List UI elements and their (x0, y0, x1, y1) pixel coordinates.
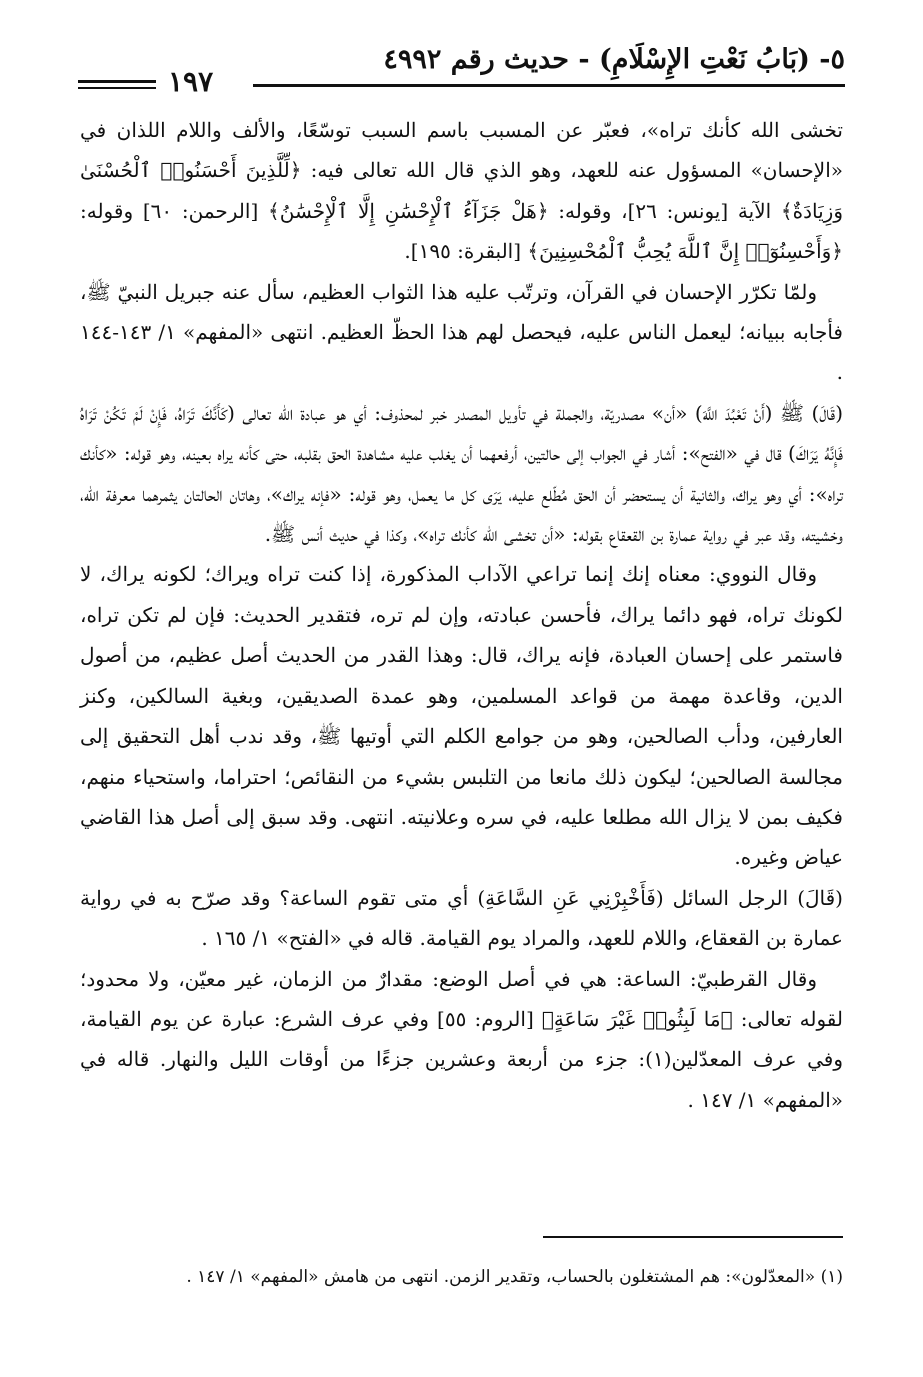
paragraph: ولمّا تكرّر الإحسان في القرآن، وترتّب عليه هذا الثواب العظيم، سأل عنه جبريل النبيّ ﷺ، فأجابه ببيانه؛ ليعمل الناس عليه، فيحصل لهم هذا الحظّ العظيم. انتهى «المفهم» ١/ ١٤٣-١٤٤ . (80, 279, 843, 385)
chapter-title: ٥- (بَابُ نَعْتِ الإِسْلَامِ) - حديث رقم ٤٩٩٢ (383, 44, 845, 75)
footnote: (١) «المعدّلون»: هم المشتغلون بالحساب، وتقدير الزمن. انتهى من هامش «المفهم» ١/ ١٤٧ . (186, 1267, 843, 1287)
header-rule-double-top (78, 80, 156, 83)
main-text (80, 110, 843, 1120)
footnote-separator (543, 1236, 843, 1238)
page-header (78, 40, 845, 98)
header-rule-double-bottom (78, 87, 156, 89)
paragraph: وقال القرطبيّ: الساعة: هي في أصل الوضع: مقدارٌ من الزمان، غير معيّن، ولا محدود؛ لقوله تعالى: ﴿مَا لَبِثُوا۟ غَيْرَ سَاعَةٍ﴾ [الروم: ٥٥] وفي عرف الشرع: عبارة عن يوم القيامة، وفي عرف المعدّلين(١): جزء من أربعة وعشرين جزءًا من أوقات الليل والنهار. قاله في «المفهم» ١/ ١٤٧ . (80, 966, 843, 1112)
paragraph: (قَالَ) ﷺ (أَنْ تَعْبُدَ اللَّهَ) «أن» مصدريّة، والجملة في تأويل المصدر خبر لمحذوف: أي هو عبادة الله تعالى (كَأَنَّكَ تَرَاهُ، فَإِنْ لَمْ تَكُنْ تَرَاهُ فَإِنَّهُ يَرَاكَ) قال في «الفتح»: أشار في الجواب إلى حالتين، أرفعهما أن يغلب عليه مشاهدة الحق بقلبه، حتى كأنه يراه بعينه، وهو قوله: «كأنك تراه»: أي وهو يراك، والثانية أن يستحضر أن الحق مُطّلع عليه، يَرَى كل ما يعمل، وهو قوله: «فإنه يراك»، وهاتان الحالتان يثمرهما معرفة الله، وخشيته، وقد عبر في رواية عمارة بن القعقاع بقوله: «أن تخشى الله كأنك تراه»، وكذا في حديث أنس ﷺ. (80, 400, 843, 547)
page-number: ١٩٧ (168, 65, 214, 98)
paragraph: وقال النووي: معناه إنك إنما تراعي الآداب المذكورة، إذا كنت تراه ويراك؛ لكونه يراك، لا لكونك تراه، فهو دائما يراك، فأحسن عبادته، وإن لم تره، فتقدير الحديث: فإن لم تكن تراه، فاستمر على إحسان العبادة، فإنه يراك، قال: وهذا القدر من الحديث أصل عظيم، من أصول الدين، وقاعدة مهمة من قواعد المسلمين، وهو عمدة الصديقين، وبغية السالكين، وكنز العارفين، ودأب الصالحين، وهو من جوامع الكلم التي أوتيها ﷺ، وقد ندب أهل التحقيق إلى مجالسة الصالحين؛ ليكون ذلك مانعا من التلبس بشيء من النقائص؛ احتراما، واستحياء منهم، فكيف بمن لا يزال الله مطلعا عليه، في سره وعلانيته. انتهى. وقد سبق إلى أصل هذا القاضي عياض وغيره. (80, 562, 843, 870)
paragraph: تخشى الله كأنك تراه»، فعبّر عن المسبب باسم السبب توسّعًا، والألف واللام اللذان في «الإحسان» المسؤول عنه للعهد، وهو الذي قال الله تعالى فيه: ﴿لِّلَّذِينَ أَحْسَنُوا۟ ٱلْحُسْنَىٰ وَزِيَادَةٌ﴾ الآية [يونس: ٢٦]، وقوله: ﴿هَلْ جَزَآءُ ٱلْإِحْسَٰنِ إِلَّا ٱلْإِحْسَٰنُ﴾ [الرحمن: ٦٠] وقوله: ﴿وَأَحْسِنُوٓا۟ إِنَّ ٱللَّهَ يُحِبُّ ٱلْمُحْسِنِينَ﴾ [البقرة: ١٩٥]. (80, 118, 843, 264)
paragraph: (قَالَ) الرجل السائل (فَأَخْبِرْنِي عَنِ السَّاعَةِ) أي متى تقوم الساعة؟ وقد صرّح به في رواية عمارة بن القعقاع، واللام للعهد، والمراد يوم القيامة. قاله في «الفتح» ١/ ١٦٥ . (80, 885, 843, 951)
header-rule (253, 84, 845, 87)
